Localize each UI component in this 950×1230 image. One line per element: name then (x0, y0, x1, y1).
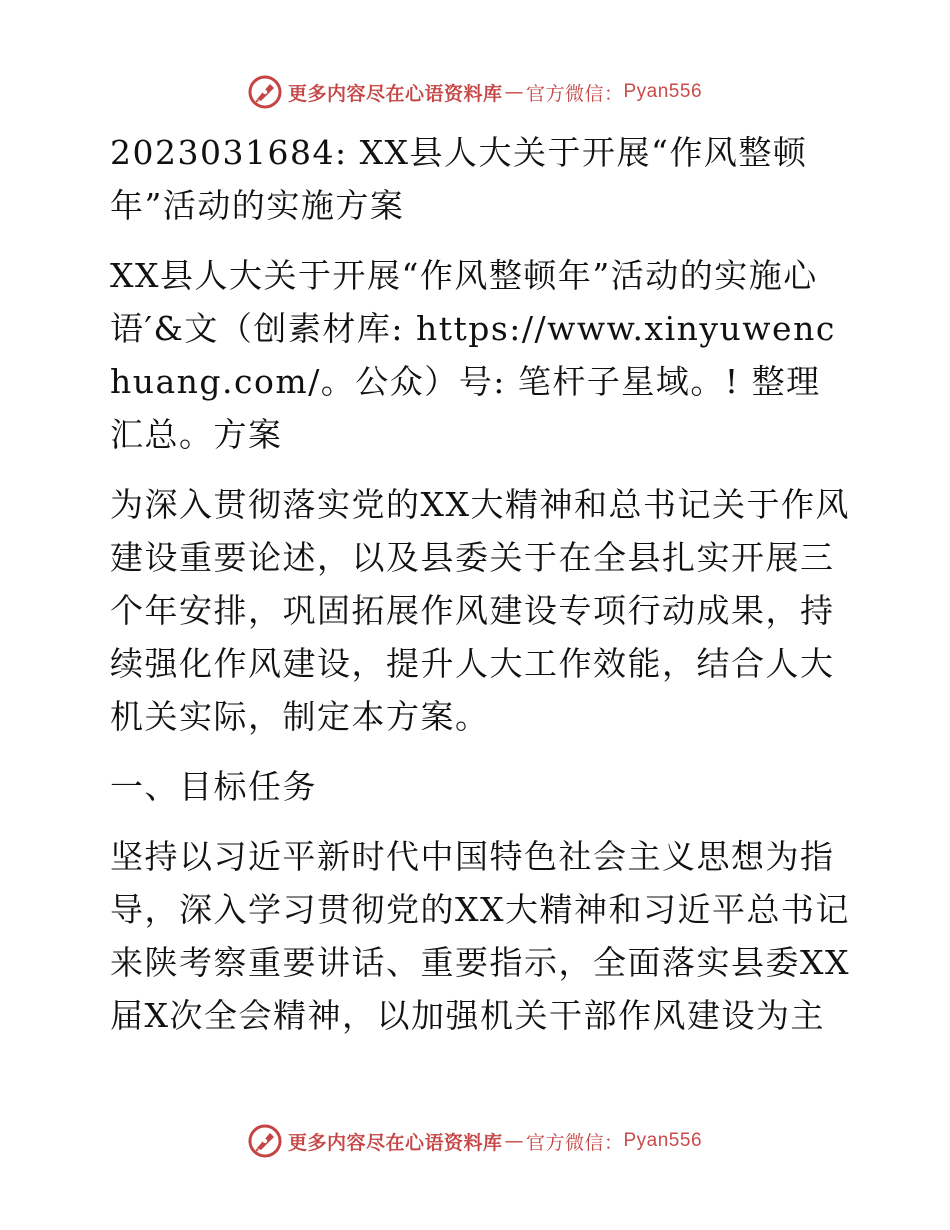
watermark-dash: — (504, 1130, 524, 1152)
pen-logo-icon (248, 1124, 282, 1158)
watermark-dash: — (504, 81, 524, 103)
pen-logo-icon (248, 75, 282, 109)
section-heading: 一、目标任务 (110, 767, 317, 806)
intro-paragraph: 为深入贯彻落实党的XX大精神和总书记关于作风建设重要论述，以及县委关于在全县扎实开展三个年安排，巩固拓展作风建设专项行动成果，持续强化作风建设，提升人大工作效能，结合人大机关实际，制定本方案。 (110, 485, 850, 736)
watermark-label: 官方微信： (525, 82, 624, 105)
header-watermark (0, 72, 950, 112)
watermark-wechat-id: Pyan556 (623, 1130, 703, 1151)
document-title: 2023031684: XX县人大关于开展“作风整顿年”活动的实施方案 (110, 133, 808, 225)
footer-watermark (0, 1121, 950, 1161)
watermark-wechat-id: Pyan556 (623, 81, 703, 102)
watermark-main-text: 更多内容尽在心语资料库 (287, 1131, 503, 1154)
watermark-label: 官方微信： (525, 1131, 624, 1154)
section-body: 坚持以习近平新时代中国特色社会主义思想为指导，深入学习贯彻党的XX大精神和习近平总书记来陕考察重要讲话、重要指示，全面落实县委XX届X次全会精神，以加强机关干部作风建设为主 (110, 837, 850, 1035)
document-body (96, 126, 852, 1042)
watermark-main-text: 更多内容尽在心语资料库 (287, 82, 503, 105)
meta-paragraph: XX县人大关于开展“作风整顿年”活动的实施心语′&文（创素材库: https://www.xinyuwenchuang.com/。公众）号: 笔杆子星域。! 整理汇总。方案 (110, 256, 836, 454)
